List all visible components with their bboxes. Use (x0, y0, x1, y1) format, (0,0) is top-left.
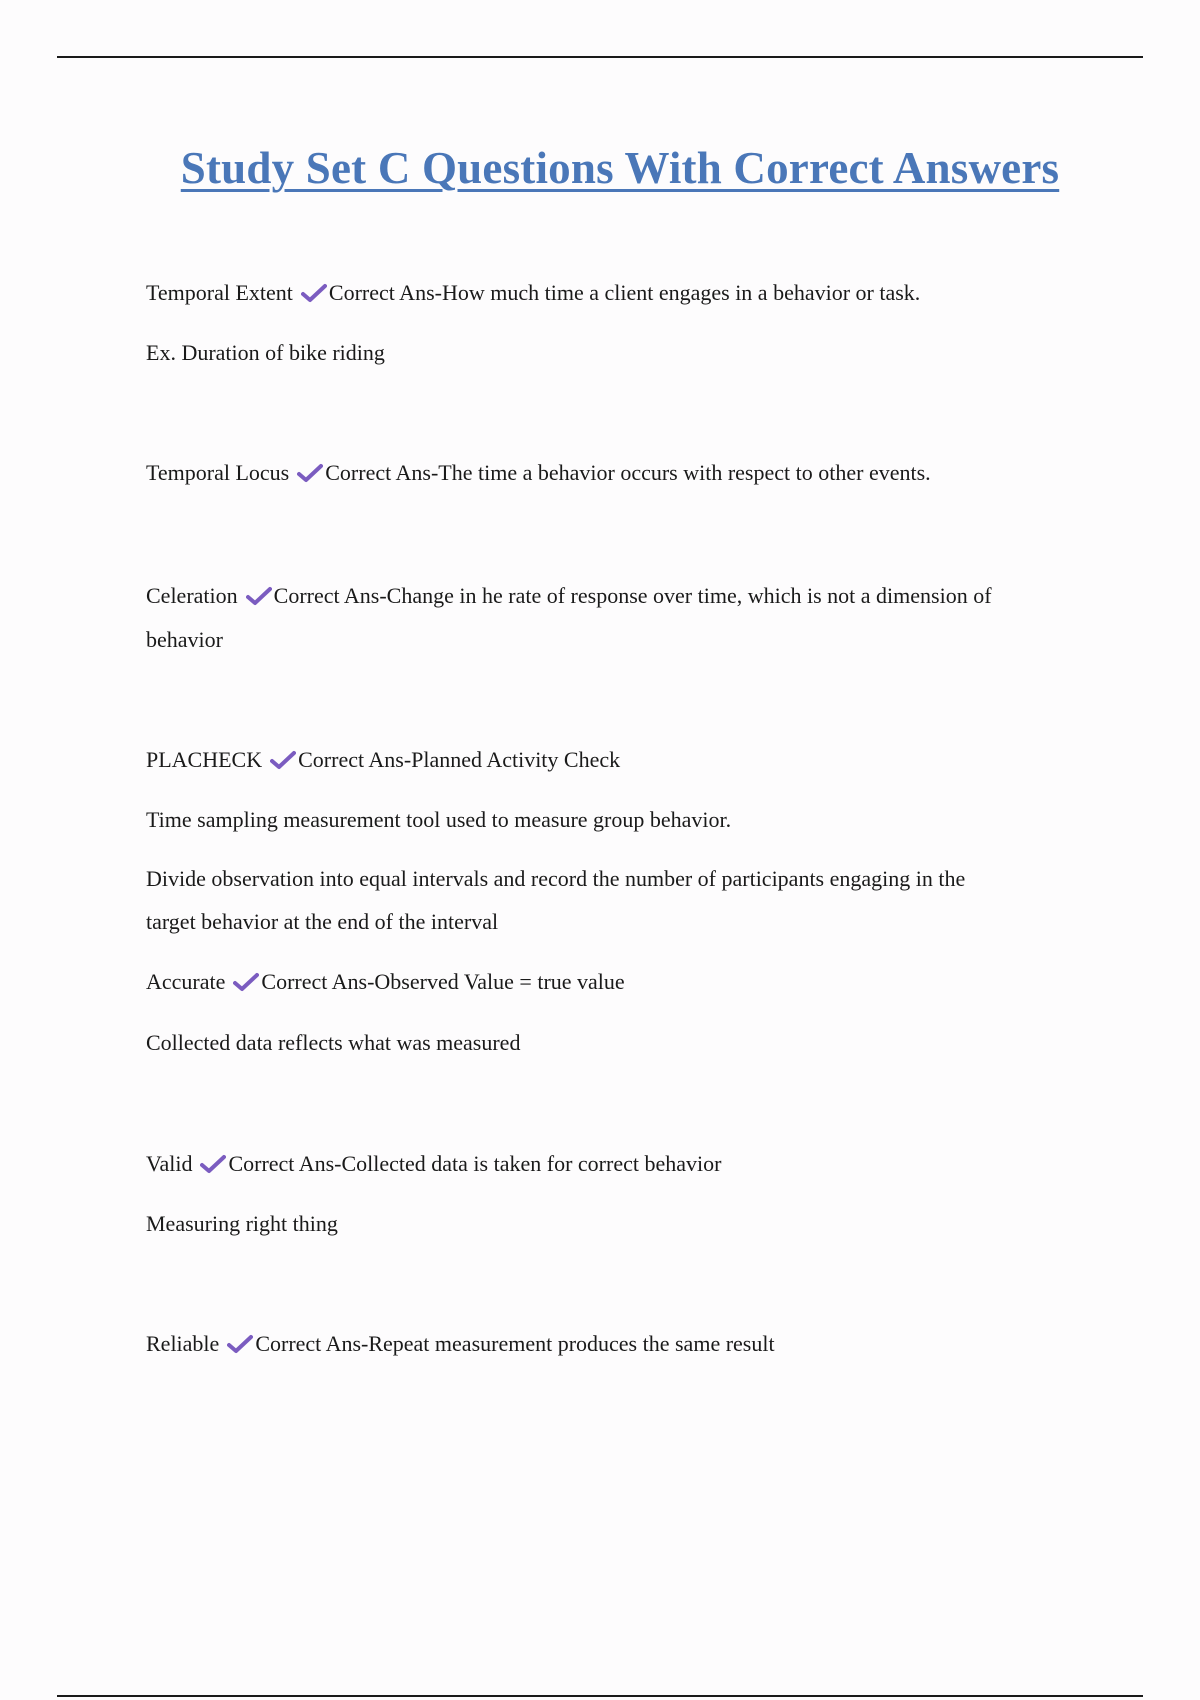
entry-answer: Correct Ans-Change in he rate of response over time, which is not a dimension of (273, 583, 992, 608)
check-icon (297, 463, 323, 483)
check-icon (270, 750, 296, 770)
entry-note: Collected data reflects what was measured (146, 1030, 521, 1055)
entry-answer: Correct Ans-Observed Value = true value (261, 969, 625, 994)
entry-valid (146, 1151, 721, 1177)
bottom-rule (57, 1695, 1143, 1697)
entry-placheck (146, 747, 620, 773)
entry-temporal-locus (146, 460, 931, 486)
entry-note: Ex. Duration of bike riding (146, 340, 385, 365)
entry-answer: Correct Ans-Collected data is taken for correct behavior (228, 1151, 722, 1176)
entry-term: Celeration (146, 583, 238, 608)
check-icon (246, 586, 272, 606)
check-icon (233, 972, 259, 992)
entry-note: Divide observation into equal intervals and record the number of participants engaging in the (146, 866, 966, 891)
check-icon (200, 1154, 226, 1174)
entry-term: Temporal Locus (146, 460, 290, 485)
entry-answer: Correct Ans-Repeat measurement produces the same result (255, 1331, 775, 1356)
entry-reliable (146, 1331, 775, 1357)
page-title: Study Set C Questions With Correct Answers (180, 143, 1060, 193)
entry-temporal-extent (146, 280, 920, 306)
entry-term: Accurate (146, 969, 226, 994)
entry-note: target behavior at the end of the interval (146, 909, 499, 934)
top-rule (57, 56, 1143, 58)
entry-term: Valid (146, 1151, 193, 1176)
check-icon (227, 1334, 253, 1354)
entry-accurate (146, 969, 625, 995)
entry-term: Reliable (146, 1331, 220, 1356)
entry-answer: Correct Ans-Planned Activity Check (298, 747, 621, 772)
entry-answer-continued: behavior (146, 627, 223, 652)
entry-term: PLACHECK (146, 747, 263, 772)
entry-term: Temporal Extent (146, 280, 293, 305)
entry-celeration (146, 583, 992, 609)
entry-answer: Correct Ans-The time a behavior occurs with respect to other events. (325, 460, 931, 485)
entry-answer: Correct Ans-How much time a client engages in a behavior or task. (328, 280, 921, 305)
entry-note: Measuring right thing (146, 1211, 338, 1236)
check-icon (301, 283, 327, 303)
entry-note: Time sampling measurement tool used to measure group behavior. (146, 807, 732, 832)
